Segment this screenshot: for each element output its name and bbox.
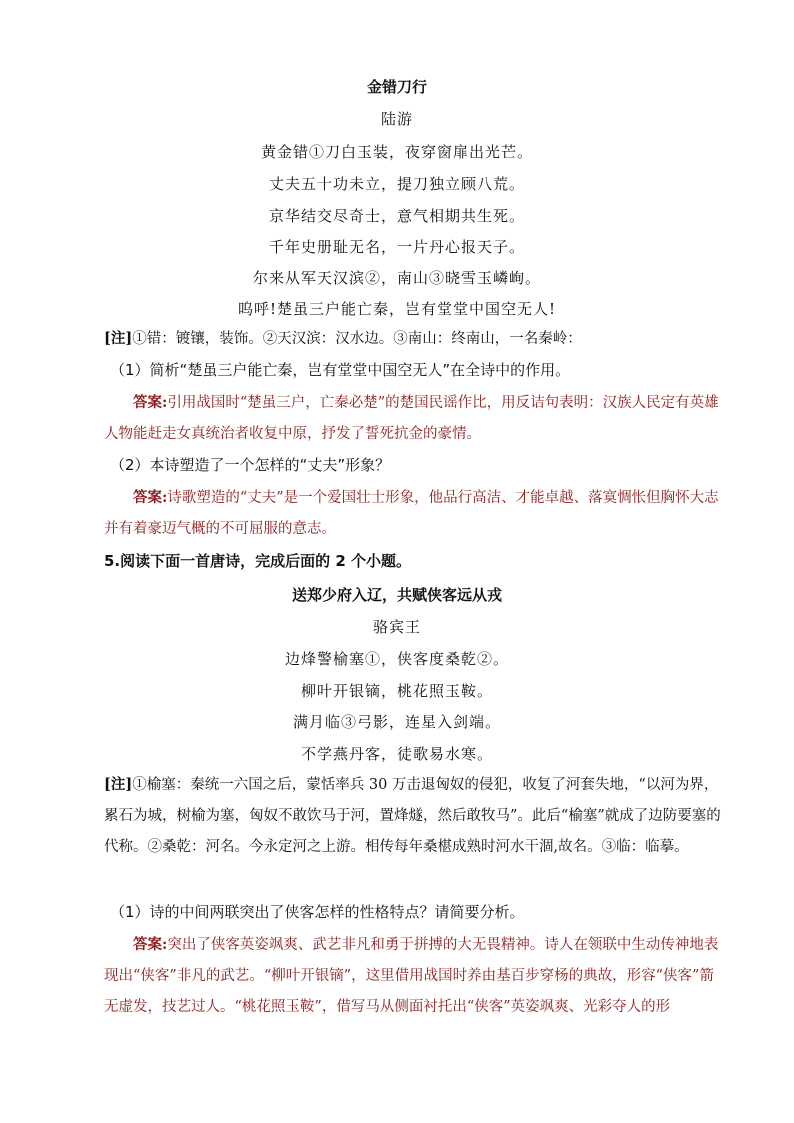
- poem2-line: 满月临③弓影，连星入剑端。: [292, 713, 501, 731]
- poem1-line: 千年史册耻无名，一片丹心报天子。: [268, 238, 525, 256]
- note-label: [注]: [104, 776, 133, 793]
- poem2-answer-1: [104, 929, 724, 1023]
- poem1-question-1: （1）简析“楚虽三户能亡秦，岂有堂堂中国空无人”在全诗中的作用。: [110, 361, 571, 379]
- note-text: ①错：镀镶，装饰。②天汉滨：汉水边。③南山：终南山，一名秦岭：: [132, 331, 582, 347]
- poem1-question-2: （2）本诗塑造了一个怎样的“丈夫”形象？: [110, 456, 391, 474]
- poem1-line: 尔来从军天汉滨②，南山③晓雪玉嶙峋。: [252, 269, 541, 287]
- note-label: [注]: [104, 330, 133, 347]
- answer-text: 诗歌塑造的“丈夫”是一个爱国壮士形象，他品行高洁、才能卓越、落寞惆怅但胸怀大志并有着豪迈气概的不可屈服的意志。: [104, 490, 719, 537]
- section-5-heading: 5.阅读下面一首唐诗，完成后面的 2 个小题。: [104, 552, 412, 570]
- poem2-line: 柳叶开银镝，桃花照玉鞍。: [300, 682, 493, 700]
- poem1-answer-1: [104, 387, 724, 450]
- poem1-answer-2: [104, 482, 724, 545]
- poem1-author: 陆游: [380, 110, 413, 128]
- note-text: ①榆塞：秦统一六国之后，蒙恬率兵 30 万击退匈奴的侵犯，收复了河套失地，“以河为界，累石为城，树榆为塞，匈奴不敢饮马于河，置烽燧，然后敢牧马”。此后“榆塞”就成了边防要塞的代称。②桑乾：河名。今永定河之上游。相传每年桑椹成熟时河水干涸,故名。③临：临摹。: [104, 777, 721, 855]
- answer-text: 突出了侠客英姿飒爽、武艺非凡和勇于拼搏的大无畏精神。诗人在领联中生动传神地表现出“侠客”非凡的武艺。“柳叶开银镝”，这里借用战国时养由基百步穿杨的典故，形容“侠客”箭无虚发，技艺过人。“桃花照玉鞍”，借写马从侧面衬托出“侠客”英姿飒爽、光彩夺人的形: [104, 937, 719, 1015]
- poem1-line: 呜呼!楚虽三户能亡秦，岂有堂堂中国空无人!: [237, 300, 557, 318]
- answer-label: 答案:: [133, 489, 168, 506]
- poem2-title: 送郑少府入辽，共赋侠客远从戎: [291, 586, 502, 604]
- poem1-title: 金错刀行: [366, 78, 427, 96]
- answer-label: 答案:: [133, 936, 168, 953]
- poem1-note: [104, 323, 724, 355]
- answer-label: 答案:: [133, 394, 168, 411]
- poem2-question-1: （1）诗的中间两联突出了侠客怎样的性格特点？请简要分析。: [110, 903, 525, 921]
- poem1-line: 黄金错①刀白玉装，夜穿窗扉出光芒。: [260, 143, 533, 161]
- poem2-note: [104, 769, 724, 863]
- poem2-line: 不学燕丹客，徒歌易水寒。: [300, 745, 493, 763]
- poem1-line: 丈夫五十功未立，提刀独立顾八荒。: [268, 175, 525, 193]
- poem2-line: 边烽警榆塞①，侠客度桑乾②。: [284, 650, 509, 668]
- answer-text: 引用战国时“楚虽三户，亡秦必楚”的楚国民谣作比，用反诘句表明：汉族人民定有英雄人物能赶走女真统治者收复中原，抒发了誓死抗金的豪情。: [104, 395, 719, 442]
- poem2-author: 骆宾王: [372, 618, 421, 636]
- poem1-line: 京华结交尽奇士，意气相期共生死。: [268, 207, 525, 225]
